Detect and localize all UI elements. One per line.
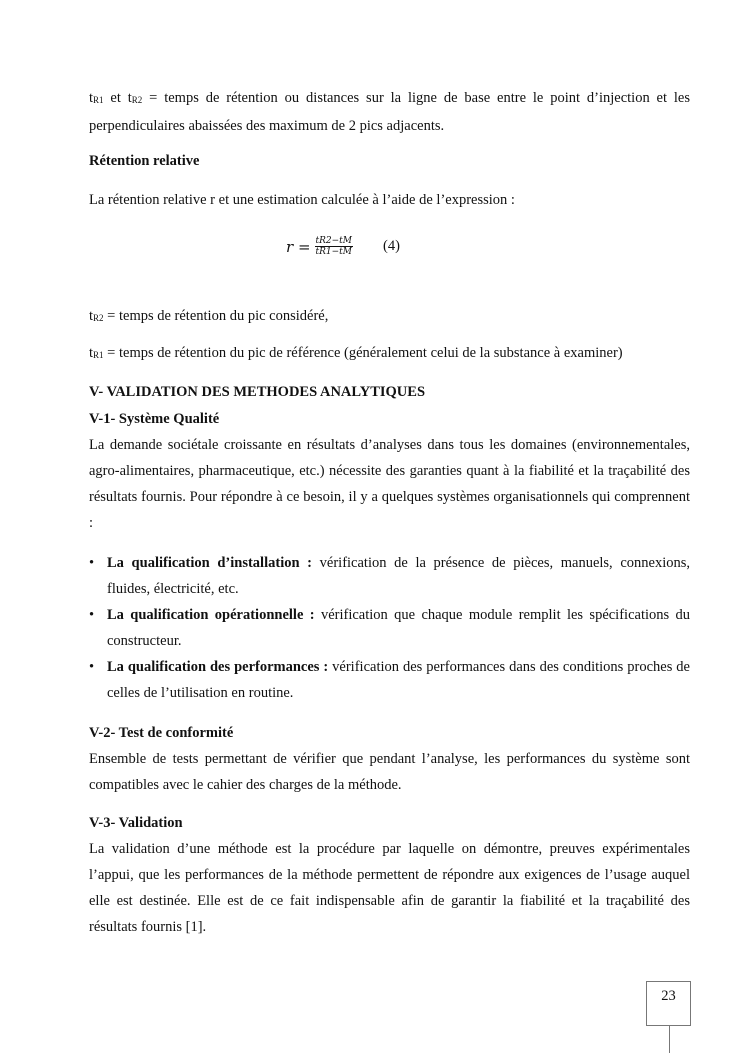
- formula-denominator: tR1−tM: [315, 247, 353, 257]
- list-item: • La qualification d’installation : vérification de la présence de pièces, manuels, connexions, fluides, électricité, etc.: [89, 550, 690, 602]
- page-number: 23: [646, 981, 691, 1026]
- formula-numerator: tR2−tM: [315, 236, 353, 246]
- definition-tr2: $t_{R2}$ = temps de rétention du pic considéré,: [89, 308, 329, 324]
- formula: [286, 236, 400, 257]
- v1-heading: V-1- Système Qualité: [89, 411, 220, 427]
- definition-tr1: $t_{R1}$ = temps de rétention du pic de référence (généralement celui de la substance à examiner): [89, 345, 623, 361]
- intro-paragraph: $t_{R1}$ et $t_{R2}$ = temps de rétention ou distances sur la ligne de base entre le point d’injection et les perpendiculaires abaissées des maximum de 2 pics adjacents.: [89, 90, 690, 134]
- equation-number: (4): [383, 238, 400, 254]
- list-item: • La qualification des performances : vérification des performances dans des conditions proches de celles de l’utilisation en routine.: [89, 654, 690, 706]
- formula-fraction: [315, 236, 354, 257]
- v2-paragraph: Ensemble de tests permettant de vérifier que pendant l’analyse, les performances du système sont compatibles avec le cahier des charges de la méthode.: [89, 751, 690, 793]
- bullet-icon: •: [89, 607, 95, 623]
- v3-heading: V-3- Validation: [89, 815, 183, 831]
- bullet-icon: •: [89, 555, 95, 571]
- formula-lhs: r =: [286, 237, 311, 256]
- retention-text: La rétention relative r et une estimation calculée à l’aide de l’expression :: [89, 192, 515, 208]
- bullet-icon: •: [89, 659, 95, 675]
- v2-heading: V-2- Test de conformité: [89, 725, 234, 741]
- section-heading: V- VALIDATION DES METHODES ANALYTIQUES: [89, 384, 426, 400]
- v1-paragraph: La demande sociétale croissante en résultats d’analyses dans tous les domaines (environnementales, agro-alimentaires, pharmaceutique, etc.) nécessite des garanties quant à la fiabilité et la traçabilité des résultats fournis. Pour répondre à ce besoin, il y a quelques systèmes organisationnels qui comprennent :: [89, 437, 690, 531]
- page-number-line: [669, 1025, 670, 1053]
- retention-heading: Rétention relative: [89, 153, 200, 169]
- list-item: • La qualification opérationnelle : vérification que chaque module remplit les spécifications du constructeur.: [89, 602, 690, 654]
- v3-paragraph: La validation d’une méthode est la procédure par laquelle on démontre, preuves expérimentales l’appui, que les performances de la méthode permettent de répondre aux exigences de l’usage auquel elle est destinée. Elle est de ce fait indispensable afin de garantir la fiabilité et la traçabilité des résultats fournis [1].: [89, 841, 690, 935]
